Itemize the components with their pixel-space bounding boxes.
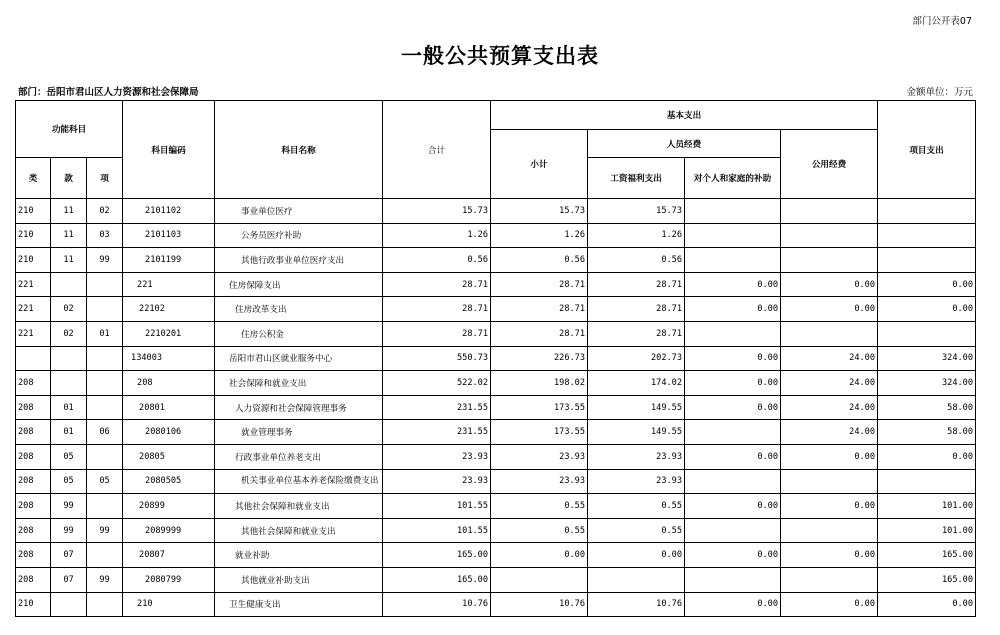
cell-subtotal: 28.71 — [491, 272, 588, 297]
cell-salary: 0.56 — [588, 248, 685, 273]
cell-total: 231.55 — [383, 395, 491, 420]
cell-kuan: 07 — [51, 567, 87, 592]
cell-public — [781, 223, 878, 248]
cell-lei: 210 — [16, 592, 51, 617]
cell-salary: 0.00 — [588, 543, 685, 568]
cell-total: 28.71 — [383, 272, 491, 297]
cell-xiang — [87, 346, 123, 371]
cell-personal-family — [685, 420, 781, 445]
cell-xiang — [87, 272, 123, 297]
amount-unit-label: 金额单位：万元 — [906, 87, 973, 98]
cell-code: 221 — [123, 272, 215, 297]
cell-public — [781, 567, 878, 592]
cell-project — [878, 199, 976, 224]
cell-code: 20805 — [123, 444, 215, 469]
cell-name: 事业单位医疗 — [215, 199, 383, 224]
cell-name: 公务员医疗补助 — [215, 223, 383, 248]
cell-code: 20899 — [123, 494, 215, 519]
cell-personal-family — [685, 248, 781, 273]
header-personnel: 人员经费 — [588, 130, 781, 158]
cell-salary: 0.55 — [588, 494, 685, 519]
table-row — [16, 567, 976, 592]
cell-subtotal: 23.93 — [491, 469, 588, 494]
header-public: 公用经费 — [781, 130, 878, 199]
header-xiang: 项 — [87, 158, 123, 199]
cell-lei: 208 — [16, 543, 51, 568]
cell-subtotal: 173.55 — [491, 395, 588, 420]
cell-personal-family — [685, 321, 781, 346]
header-basic: 基本支出 — [491, 101, 878, 130]
cell-lei: 221 — [16, 272, 51, 297]
table-row — [16, 444, 976, 469]
cell-name: 住房改革支出 — [215, 297, 383, 322]
cell-public — [781, 469, 878, 494]
cell-subtotal: 173.55 — [491, 420, 588, 445]
cell-personal-family — [685, 469, 781, 494]
table-row — [16, 272, 976, 297]
cell-lei: 208 — [16, 371, 51, 396]
cell-lei: 208 — [16, 444, 51, 469]
cell-project: 0.00 — [878, 592, 976, 617]
cell-name: 就业管理事务 — [215, 420, 383, 445]
cell-project — [878, 223, 976, 248]
cell-public — [781, 248, 878, 273]
cell-personal-family — [685, 518, 781, 543]
form-number: 部门公开表07 — [912, 16, 972, 27]
cell-subtotal: 10.76 — [491, 592, 588, 617]
cell-lei: 208 — [16, 395, 51, 420]
cell-lei: 210 — [16, 199, 51, 224]
cell-kuan: 11 — [51, 248, 87, 273]
header-salary: 工资福利支出 — [588, 158, 685, 199]
cell-project: 165.00 — [878, 543, 976, 568]
cell-name: 卫生健康支出 — [215, 592, 383, 617]
cell-subtotal: 15.73 — [491, 199, 588, 224]
cell-project: 324.00 — [878, 346, 976, 371]
cell-xiang — [87, 444, 123, 469]
cell-project — [878, 321, 976, 346]
cell-public — [781, 321, 878, 346]
cell-code: 2080799 — [123, 567, 215, 592]
cell-public: 24.00 — [781, 420, 878, 445]
cell-lei: 221 — [16, 297, 51, 322]
cell-total: 10.76 — [383, 592, 491, 617]
cell-total: 231.55 — [383, 420, 491, 445]
cell-subtotal: 23.93 — [491, 444, 588, 469]
cell-total: 28.71 — [383, 321, 491, 346]
cell-project: 0.00 — [878, 297, 976, 322]
cell-code: 2080505 — [123, 469, 215, 494]
header-kuan: 款 — [51, 158, 87, 199]
cell-personal-family: 0.00 — [685, 592, 781, 617]
header-project: 项目支出 — [878, 101, 976, 199]
cell-name: 其他社会保障和就业支出 — [215, 518, 383, 543]
cell-public: 24.00 — [781, 346, 878, 371]
cell-subtotal: 0.56 — [491, 248, 588, 273]
cell-salary: 23.93 — [588, 444, 685, 469]
cell-code: 2101103 — [123, 223, 215, 248]
cell-public: 0.00 — [781, 592, 878, 617]
cell-code: 2089999 — [123, 518, 215, 543]
cell-total: 15.73 — [383, 199, 491, 224]
cell-code: 2101199 — [123, 248, 215, 273]
cell-salary: 15.73 — [588, 199, 685, 224]
table-row — [16, 420, 976, 445]
cell-kuan: 01 — [51, 420, 87, 445]
cell-salary: 149.55 — [588, 420, 685, 445]
header-func-subject: 功能科目 — [16, 101, 123, 158]
cell-personal-family — [685, 567, 781, 592]
cell-personal-family — [685, 223, 781, 248]
cell-xiang: 05 — [87, 469, 123, 494]
cell-project: 58.00 — [878, 395, 976, 420]
cell-project: 324.00 — [878, 371, 976, 396]
cell-total: 0.56 — [383, 248, 491, 273]
cell-xiang — [87, 592, 123, 617]
cell-kuan — [51, 371, 87, 396]
cell-salary: 23.93 — [588, 469, 685, 494]
cell-personal-family — [685, 199, 781, 224]
cell-xiang: 99 — [87, 518, 123, 543]
cell-total: 101.55 — [383, 518, 491, 543]
cell-project: 101.00 — [878, 518, 976, 543]
cell-xiang: 99 — [87, 248, 123, 273]
cell-subtotal: 0.00 — [491, 543, 588, 568]
cell-kuan — [51, 346, 87, 371]
cell-kuan: 05 — [51, 469, 87, 494]
cell-public: 0.00 — [781, 494, 878, 519]
cell-total: 23.93 — [383, 444, 491, 469]
table-row — [16, 248, 976, 273]
cell-project: 101.00 — [878, 494, 976, 519]
cell-xiang — [87, 494, 123, 519]
cell-lei: 210 — [16, 223, 51, 248]
table-row — [16, 346, 976, 371]
cell-lei: 208 — [16, 567, 51, 592]
cell-lei: 208 — [16, 420, 51, 445]
cell-kuan — [51, 592, 87, 617]
cell-subtotal: 198.02 — [491, 371, 588, 396]
cell-xiang: 06 — [87, 420, 123, 445]
cell-personal-family: 0.00 — [685, 371, 781, 396]
cell-total: 28.71 — [383, 297, 491, 322]
cell-salary: 149.55 — [588, 395, 685, 420]
cell-project — [878, 248, 976, 273]
cell-code: 208 — [123, 371, 215, 396]
table-row — [16, 297, 976, 322]
header-personal-family: 对个人和家庭的补助 — [685, 158, 781, 199]
cell-personal-family: 0.00 — [685, 543, 781, 568]
cell-project: 165.00 — [878, 567, 976, 592]
cell-xiang: 99 — [87, 567, 123, 592]
cell-project: 0.00 — [878, 444, 976, 469]
cell-public: 0.00 — [781, 297, 878, 322]
cell-public — [781, 199, 878, 224]
cell-xiang: 01 — [87, 321, 123, 346]
cell-kuan: 11 — [51, 199, 87, 224]
cell-subtotal: 28.71 — [491, 297, 588, 322]
cell-code: 2080106 — [123, 420, 215, 445]
cell-name: 社会保障和就业支出 — [215, 371, 383, 396]
cell-kuan: 05 — [51, 444, 87, 469]
cell-total: 165.00 — [383, 567, 491, 592]
cell-salary: 1.26 — [588, 223, 685, 248]
header-name: 科目名称 — [215, 101, 383, 199]
cell-lei: 208 — [16, 494, 51, 519]
cell-subtotal: 1.26 — [491, 223, 588, 248]
cell-name: 人力资源和社会保障管理事务 — [215, 395, 383, 420]
cell-public: 0.00 — [781, 444, 878, 469]
cell-code: 2101102 — [123, 199, 215, 224]
cell-name: 其他社会保障和就业支出 — [215, 494, 383, 519]
cell-name: 住房公积金 — [215, 321, 383, 346]
cell-personal-family: 0.00 — [685, 494, 781, 519]
cell-code: 210 — [123, 592, 215, 617]
cell-name: 其他行政事业单位医疗支出 — [215, 248, 383, 273]
cell-name: 住房保障支出 — [215, 272, 383, 297]
cell-salary: 0.55 — [588, 518, 685, 543]
cell-project: 0.00 — [878, 272, 976, 297]
cell-name: 行政事业单位养老支出 — [215, 444, 383, 469]
cell-project — [878, 469, 976, 494]
table-body — [16, 199, 976, 617]
cell-personal-family: 0.00 — [685, 346, 781, 371]
cell-subtotal: 0.55 — [491, 518, 588, 543]
header-lei: 类 — [16, 158, 51, 199]
cell-public: 0.00 — [781, 543, 878, 568]
cell-name: 就业补助 — [215, 543, 383, 568]
cell-xiang — [87, 371, 123, 396]
cell-salary — [588, 567, 685, 592]
cell-total: 23.93 — [383, 469, 491, 494]
cell-kuan: 02 — [51, 321, 87, 346]
cell-name: 其他就业补助支出 — [215, 567, 383, 592]
cell-total: 101.55 — [383, 494, 491, 519]
cell-salary: 28.71 — [588, 321, 685, 346]
cell-total: 1.26 — [383, 223, 491, 248]
cell-public: 24.00 — [781, 395, 878, 420]
cell-xiang: 02 — [87, 199, 123, 224]
header-subtotal: 小计 — [491, 130, 588, 199]
table-row — [16, 592, 976, 617]
cell-subtotal — [491, 567, 588, 592]
cell-kuan: 99 — [51, 518, 87, 543]
cell-xiang: 03 — [87, 223, 123, 248]
cell-salary: 28.71 — [588, 297, 685, 322]
table-row — [16, 321, 976, 346]
table-row — [16, 469, 976, 494]
department-label: 部门：岳阳市君山区人力资源和社会保障局 — [18, 87, 199, 98]
cell-kuan: 07 — [51, 543, 87, 568]
cell-subtotal: 0.55 — [491, 494, 588, 519]
cell-total: 165.00 — [383, 543, 491, 568]
budget-expenditure-table — [15, 100, 976, 617]
cell-code: 22102 — [123, 297, 215, 322]
cell-xiang — [87, 395, 123, 420]
header-total: 合计 — [383, 101, 491, 199]
cell-personal-family: 0.00 — [685, 272, 781, 297]
table-row — [16, 543, 976, 568]
cell-lei: 208 — [16, 469, 51, 494]
cell-public — [781, 518, 878, 543]
cell-salary: 174.02 — [588, 371, 685, 396]
table-row — [16, 494, 976, 519]
cell-project: 58.00 — [878, 420, 976, 445]
cell-lei: 221 — [16, 321, 51, 346]
cell-subtotal: 28.71 — [491, 321, 588, 346]
table-row — [16, 371, 976, 396]
cell-kuan — [51, 272, 87, 297]
cell-public: 24.00 — [781, 371, 878, 396]
cell-code: 20807 — [123, 543, 215, 568]
cell-code: 134003 — [123, 346, 215, 371]
table-header — [16, 101, 976, 199]
cell-code: 20801 — [123, 395, 215, 420]
cell-personal-family: 0.00 — [685, 444, 781, 469]
cell-personal-family: 0.00 — [685, 297, 781, 322]
cell-xiang — [87, 297, 123, 322]
page-title: 一般公共预算支出表 — [401, 44, 599, 68]
cell-xiang — [87, 543, 123, 568]
header-code: 科目编码 — [123, 101, 215, 199]
table-row — [16, 223, 976, 248]
cell-total: 550.73 — [383, 346, 491, 371]
cell-kuan: 11 — [51, 223, 87, 248]
cell-lei: 210 — [16, 248, 51, 273]
cell-salary: 10.76 — [588, 592, 685, 617]
cell-total: 522.02 — [383, 371, 491, 396]
cell-kuan: 02 — [51, 297, 87, 322]
cell-salary: 28.71 — [588, 272, 685, 297]
cell-salary: 202.73 — [588, 346, 685, 371]
cell-kuan: 99 — [51, 494, 87, 519]
cell-lei — [16, 346, 51, 371]
cell-code: 2210201 — [123, 321, 215, 346]
cell-name: 岳阳市君山区就业服务中心 — [215, 346, 383, 371]
cell-personal-family: 0.00 — [685, 395, 781, 420]
table-row — [16, 199, 976, 224]
cell-public: 0.00 — [781, 272, 878, 297]
cell-subtotal: 226.73 — [491, 346, 588, 371]
cell-name: 机关事业单位基本养老保险缴费支出 — [215, 469, 383, 494]
cell-kuan: 01 — [51, 395, 87, 420]
table-row — [16, 395, 976, 420]
cell-lei: 208 — [16, 518, 51, 543]
table-row — [16, 518, 976, 543]
